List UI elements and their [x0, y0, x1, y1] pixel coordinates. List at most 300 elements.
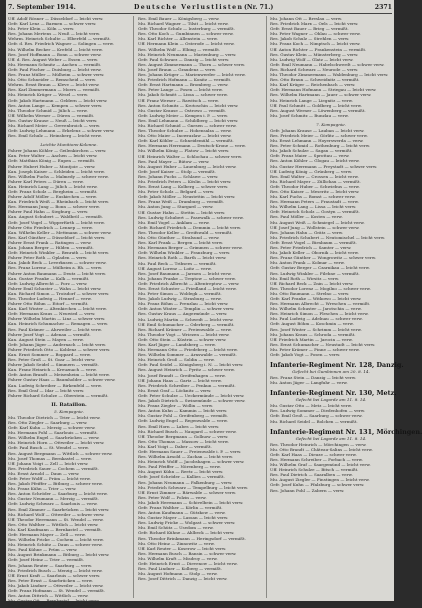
casualty-entry: Fahrer Johann Köhler — Geilenkirchen — verw.	[8, 148, 107, 154]
casualty-entry: Gefr. Matthias König — Eupen — vermißt.	[8, 158, 96, 164]
casualty-entry: Gefr. Ludwig Albrecht — Porz — verw.	[8, 280, 88, 286]
casualty-entry: Gefr. Johann Jäger — Andernach — leicht verw.	[8, 341, 107, 347]
casualty-entry: Res. Otto Braun — Schweidnitz — vermißt.	[270, 77, 360, 83]
casualty-entry: Res. Anton Kaufmann — Gützkow — verw.	[138, 510, 226, 516]
casualty-entry: Gefr. Karl Kuhn — Merzig — schwer verw.	[8, 425, 96, 431]
casualty-entry: Gefr. Emil Neumann — Habelschwerdt — schwer verw.	[270, 61, 385, 67]
casualty-entry: Mu. Franz Koch — Nimptsch — leicht verw.	[270, 41, 361, 47]
casualty-entry: Res. Emil Graf — Idar — leicht verw.	[8, 387, 85, 393]
casualty-entry: Mu. Hermann Schmitz — Aachen — vermißt.	[8, 61, 102, 67]
casualty-entry: Res. Anton Lange — Kempen — schwer verw.	[8, 102, 103, 108]
casualty-entry: Mu. Otto Schneider — Remscheid — verw.	[8, 77, 97, 83]
casualty-entry: Mu. August Kühn — Reetz — leicht verw.	[138, 469, 224, 475]
casualty-entry: Mu. Jakob Lindner — Ottweiler — leicht verw.	[8, 582, 104, 588]
casualty-entry: Kan. August Schubert — Waldbröl — vermißt.	[8, 214, 104, 220]
casualty-entry: Res. Anton Kuhn — Kammin — leicht verw.	[138, 408, 228, 414]
casualty-entry: Gefr. Ernst Vogel — Birnbaum — vermißt.	[270, 239, 357, 245]
casualty-entry: Gefr. August Böhm — Koschmin — verw.	[270, 321, 354, 327]
casualty-entry: Gefr. Jakob Möller — Neustettin — leicht verw.	[138, 194, 236, 200]
casualty-entry: Res. Johann Reuter — Saarburg — verw.	[8, 562, 93, 568]
casualty-entry: Res. Franz Günther — Wongrowitz — schwer verw.	[270, 255, 377, 261]
casualty-entry: Uff. d. Res. August Weber — Essen — verw.	[8, 56, 99, 62]
casualty-entry: Gefr. Friedrich Albrecht — Altentreptow — verw.	[138, 280, 240, 286]
casualty-entry: Mu. Gustav Herrmann — Freystadt — schwer verw.	[270, 163, 378, 169]
regiment-heading: Infanterie-Regiment Nr. 130, Metz.	[270, 389, 397, 398]
casualty-entry: Res. Gustav Krause — Neuß — leicht verw.	[8, 117, 98, 123]
casualty-entry: Mu. Franz Ziegler — Wollin — verw.	[138, 403, 214, 409]
casualty-entry: Mu. Karl Krüger — Reichenbach — verw.	[270, 82, 356, 88]
casualty-entry: Gefr. Heinrich Ernst — Dievenow — leicht verw.	[138, 561, 238, 567]
casualty-entry: Res. Ernst Schumacher — Neustadt — leicht verw.	[270, 341, 376, 347]
header-date: 7. September 1914.	[8, 4, 76, 11]
casualty-entry: Res. Emil Horn — Labes — leicht verw.	[138, 423, 220, 429]
casualty-entry: Kan. Karl Winter — Altenkirchen — leicht verw.	[8, 306, 107, 312]
casualty-entry: Res. Hermann Schreiber — Forbach — verw.	[270, 456, 363, 462]
casualty-entry: Res. Josef Dittrich — Danzig — leicht verw.	[138, 576, 228, 582]
casualty-entry: Mu. Emil Schütz — Usedom — verw.	[138, 525, 214, 531]
casualty-entry: Uff. Johann Haas — Gartz — leicht verw.	[138, 377, 222, 383]
casualty-entry: Mu. Jakob Keller — Obornik — leicht verw.	[270, 250, 359, 256]
casualty-entry: Res. Emil Schulz — Heinsberg — leicht verw.	[8, 133, 102, 139]
casualty-entry: Res. Heinrich Simon — Pleschen — leicht verw.	[270, 311, 369, 317]
casualty-entry: Fahrer Anton Baumann — Deutz — leicht verw.	[8, 270, 107, 276]
casualty-entry: Res. Emil Bauer — Königsberg — verw.	[138, 16, 220, 21]
casualty-entry: Res. Hermann Jung — Bonn — schwer verw.	[8, 204, 100, 210]
casualty-entry: Res. Theodor Ludwig — Hennef — verw.	[8, 295, 92, 301]
casualty-entry: Mu. Ludwig Martin — Schwedt — leicht verw.	[138, 316, 234, 322]
casualty-entry: Gefr. Karl Köhler — Schneidemühl — vermißt.	[138, 138, 234, 144]
casualty-entry: Gefr. Franz Maier — Sprottau — verw.	[270, 153, 350, 159]
casualty-entry: Gefr. Josef Heinz — Trier — vermißt.	[8, 557, 85, 563]
casualty-entry: Res. Josef Hoffmann — Bonn — schwer verw.	[8, 51, 102, 57]
casualty-entry: Res. Hermann Peters — Fraustadt — verw.	[270, 199, 359, 205]
casualty-entry: Res. Anton Schmitz — Krotoschin — leicht verw.	[138, 102, 239, 108]
regiment-heading: Infanterie-Regiment Nr. 128, Danzig.	[270, 361, 404, 370]
casualty-entry: Res. Josef Baumann — Jarmen — leicht verw.	[138, 270, 232, 276]
casualty-entry: Res. Otto Koch — Gumbinnen — schwer verw.	[138, 31, 234, 37]
casualty-entry: Res. Ludwig Winkler — Filehne — vermißt.	[270, 270, 360, 276]
casualty-entry: Res. Otto Thomas — Massow — leicht verw.	[138, 438, 229, 444]
casualty-entry: Mu. Karl Richter — Allenstein — verw.	[138, 36, 218, 42]
casualty-entry: Res. Karl Zimmermann — Moers — vermißt.	[8, 87, 101, 93]
subsection-heading: Gefecht bei Lagarde am 11. 8. 14.	[295, 397, 367, 403]
casualty-entry: Mu. Richard Wagner — Tilsit — leicht verw.	[138, 21, 229, 27]
casualty-entry: Kan. August Stein — Mayen — verw.	[8, 336, 84, 342]
casualty-entry: Mu. Theodor Dietrich — Trier — leicht verw.	[8, 414, 101, 420]
casualty-entry: Gefr. Theodor Huber — Schwiebus — verw.	[270, 183, 360, 189]
casualty-entry: Res. Anton Schröder — Saarburg — leicht verw.	[8, 491, 108, 497]
section-heading: II. Bataillon.	[51, 401, 87, 408]
casualty-entry: Uff. Franz Werner — Rawitsch — verw.	[138, 97, 219, 103]
casualty-entry: Mu. Otto Heinz — Zinnowitz — verw.	[138, 540, 215, 546]
casualty-entry: Mu. Gustav Krause — Ostrowo — vermißt.	[138, 107, 227, 113]
casualty-entry: Res. Otto Ziegler — Saarburg — verw.	[8, 419, 88, 425]
casualty-entry: Res. Peter Friedrich — Samter — verw.	[270, 245, 352, 251]
casualty-entry: Mu. Ernst Lehmann — Hoyerswerda — verw.	[270, 138, 364, 144]
casualty-entry: Res. Wilhelm Fuchs — Malmedy — schwer verw.	[8, 173, 109, 179]
casualty-entry: Kan. Heinrich Lang — Jülich — leicht verw.	[8, 183, 98, 189]
casualty-entry: Mu. Anton Jäger — Langfuhr — verw.	[270, 380, 348, 386]
casualty-entry: Mu. Josef Thomas — Bernkastel — verw.	[8, 455, 92, 461]
casualty-entry: Kan. Franz Heinrich — Kreuznach — verw.	[8, 367, 97, 373]
casualty-entry: Mu. Richard Schmid — Gnesen — schwer verw.	[138, 122, 237, 128]
casualty-entry: Mu. Ernst Graf — Löcknitz — verw.	[138, 387, 212, 393]
casualty-entry: Res. Theodor Schulze — Hohensalza — verw.	[138, 128, 232, 134]
casualty-entry: Res. Franz Lorenz — Mülheim a. Rh. — verw.	[8, 265, 103, 271]
subsection-heading: 5. Kompagnie.	[54, 408, 84, 414]
casualty-entry: Mu. August Brinkmann — Bitburg — leicht verw.	[8, 552, 110, 558]
casualty-entry: Fahrer Gustav Haas — Baumholder — schwer verw.	[8, 377, 116, 383]
casualty-entry: Res. August Bergmann — Wittlich — schwer verw.	[8, 450, 113, 456]
casualty-entry: Res. Gustav Kraus — Angermünde — verw.	[138, 311, 228, 317]
casualty-entry: Res. Friedrich Sauer — Cochem — vermißt.	[8, 465, 99, 471]
casualty-entry: Uff. Ernst Zimmer — Bärwalde — schwer verw.	[138, 489, 237, 495]
casualty-entry: Mu. Otto Brandt — Château-Salins — leicht verw.	[270, 446, 373, 452]
casualty-entry: Res. Emil Walter — Crossen — leicht verw.	[270, 173, 359, 179]
casualty-entry: Uff. Anton Richter — Frankenstein — vermißt.	[270, 46, 367, 52]
casualty-entry: Gefr. Karl Lenz — Barmen — schwer verw.	[8, 21, 97, 27]
document-page	[6, 0, 422, 608]
casualty-entry: Gefr. Paul Busch — St. Wendel — verw.	[8, 445, 89, 451]
casualty-entry: Gefr. Anton Winter — Templin — schwer verw.	[138, 306, 235, 312]
casualty-entry: Res. Theodor Brinkmann — Heringsdorf — vermißt.	[138, 535, 246, 541]
casualty-entry: Fahrer Otto Böhm — Eitorf — vermißt.	[8, 301, 89, 307]
casualty-entry: Mu. Josef Brandt — Greifenhagen — verw.	[138, 372, 226, 378]
casualty-entry: Kan. Ludwig Schreiber — Birkenfeld — verw.	[8, 382, 102, 388]
casualty-entry: Gefr. Wilhelm Winkler — Franzburg — verw.	[138, 250, 231, 256]
casualty-entry: Mu. Ludwig Wolf — Glatz — leicht verw.	[270, 56, 354, 62]
casualty-entry: Res. Paul Möller — Kosten — verw.	[270, 214, 343, 220]
casualty-entry: Gefr. Ernst Bauer — Brieg — vermißt.	[270, 26, 349, 32]
casualty-entry: Mu. Heinrich Groß — Soldin — verw.	[138, 357, 215, 363]
casualty-entry: Uff. Theodor Herrmann — St. Wendel — verw.	[8, 516, 104, 522]
casualty-entry: Mu. Johann Ott — Breslau — verw.	[270, 16, 343, 21]
column-3	[270, 16, 422, 598]
subsection-heading: 7. Kompagnie.	[316, 121, 346, 127]
casualty-entry: Gefr. Jakob Hartmann — Geldern — leicht verw.	[8, 97, 108, 103]
casualty-entry: Res. Wilhelm Sommer — Arnswalde — vermißt.	[138, 352, 237, 358]
casualty-entry: Res. Richard Krämer — Freienwalde — verw.	[138, 326, 232, 332]
casualty-entry: Res. Johann Fuchs — Schlawe — verw.	[138, 173, 219, 179]
casualty-entry: Uff. Josef Jung — Wollstein — schwer verw.	[270, 224, 360, 230]
casualty-entry: Gefr. Heinrich Scholz — Gostyn — vermißt.	[270, 209, 360, 215]
casualty-entry: Mu. Hermann Otto — Friedeberg — leicht verw.	[138, 347, 238, 353]
regiment-heading: Infanterie-Regiment Nr. 131, Mörchingen.	[270, 427, 422, 436]
casualty-entry: Mu. Gustav Otto — Metz — leicht verw.	[270, 403, 352, 409]
casualty-entry: Res. Johann Neumann — Falkenburg — verw.	[138, 479, 233, 485]
casualty-entry: Mu. Franz Böhm — Prenzlau — leicht verw.	[138, 301, 229, 307]
casualty-entry: Kan. Heinrich Schumacher — Remagen — verw.	[8, 321, 109, 327]
casualty-entry: Gefr. Otto Stein — Küstrin — schwer verw.	[138, 336, 227, 342]
casualty-entry: Mu. Franz Kühn — Trier — verw.	[8, 486, 77, 492]
casualty-entry: Mu. Paul Ludwig — Adelnau — schwer verw.	[270, 316, 363, 322]
casualty-entry: Mu. Johann Kraus — Schroda — vermißt.	[270, 331, 356, 337]
casualty-entry: Res. Wilhelm Arnold — Zachan — leicht verw.	[138, 454, 234, 460]
casualty-entry: Res. Hermann Albrecht — Wreschen — vermißt.	[270, 301, 371, 307]
casualty-entry: Mu. Otto Baumann — Strelno — verw.	[270, 290, 350, 296]
casualty-entry: Mu. Jakob Schmitt — Lissa — schwer verw.	[138, 92, 228, 98]
casualty-entry: Mu. Gustav Mayer — Lassan — leicht verw.	[138, 515, 229, 521]
casualty-entry: Mu. Otto Maier — Inowrazlaw — leicht verw.	[138, 133, 232, 139]
casualty-entry: Gefr. Ludwig Lehmann — Erkelenz — schwer verw.	[8, 128, 115, 134]
casualty-entry: Mu. Friedrich Hofmann — Konitz — vermißt.	[138, 77, 232, 83]
casualty-entry: Uff. Gustav Hahn — Stettin — leicht verw.	[138, 209, 226, 215]
casualty-entry: Res. Peter Groß — St. Goar — leicht verw.	[8, 357, 96, 363]
column-1	[8, 16, 130, 608]
casualty-entry: Mu. Friedrich Peters — Köslin — leicht verw.	[138, 179, 232, 184]
casualty-entry: Mu. Richard Mayer — Züllichau — vermißt.	[270, 178, 361, 184]
casualty-entry: Gefr. Peter Schulze — Ueckermünde — leicht verw.	[138, 392, 245, 398]
casualty-entry: Gefr. Ernst Hartmann — Bromberg — verw.	[138, 82, 229, 88]
casualty-entry: Res. Ernst Schuster — Friedland — leicht verw.	[138, 285, 237, 291]
header-issue: (Nr. 71.)	[244, 4, 274, 11]
casualty-entry: Res. Johann Mertens — Neuß — leicht verw.	[8, 31, 101, 37]
casualty-entry: Mu. Emil Roth — Wirsitz — verw.	[270, 275, 340, 281]
casualty-entry: Mu. Gustav Pohl — Greifenberg — vermißt.	[138, 413, 229, 419]
casualty-entry: Uff. Theodor Bergmann — Gollnow — verw.	[138, 433, 229, 439]
casualty-entry: Uff. Heinrich Walter — Schlochau — schwer verw.	[138, 153, 243, 159]
casualty-entry: Res. Heinrich Roth — Barth — leicht verw.	[138, 255, 227, 261]
casualty-entry: Res. Karl Günther — Düsseldorf — leicht verw.	[8, 234, 106, 240]
casualty-entry: Gefr. Franz Walther — Körlin — vermißt.	[138, 505, 223, 510]
casualty-entry: Res. August Zimmermann — Thorn — schwer verw.	[138, 61, 246, 67]
casualty-entry: Res. Ludwig Schubert — Pasewalk — schwer verw.	[138, 214, 244, 220]
casualty-entry: Res. Friedrich Marx — Oels — leicht verw.	[270, 21, 359, 27]
casualty-entry: Fahrer Ernst Frank — Ratingen — verw.	[8, 239, 92, 245]
column-2	[138, 16, 262, 598]
casualty-entry: Res. Anton Köhler — Glogau — leicht verw.	[270, 158, 360, 164]
casualty-entry: Uff. Richard Beck — Znin — leicht verw.	[270, 280, 354, 286]
casualty-entry: Gefr. Jakob Vogt — Posen — verw.	[270, 352, 341, 357]
casualty-entry: Mu. Heinrich Krüger — Wesel — verw.	[8, 92, 89, 98]
casualty-entry: Mu. Richard Seidel — Bolchen — vermißt.	[270, 418, 358, 424]
casualty-entry: Res. Theodor Heinrich — Mörchingen — verw.	[270, 441, 367, 447]
casualty-entry: Mu. Hermann Berger — Grimmen — schwer verw.	[138, 245, 243, 251]
casualty-entry: Mu. August Ziegler — Finstingen — leicht verw.	[270, 477, 370, 483]
casualty-entry: Mu. Heinrich Lange — Liegnitz — verw.	[270, 97, 353, 103]
casualty-entry: Gefr. Franz Scholz — Bergheim — vermißt.	[8, 189, 98, 194]
casualty-entry: Res. Johann Hahn — Grätz — verw.	[270, 229, 344, 235]
casualty-entry: Res. Jakob Pfeiffer — Bitburg — schwer verw.	[8, 481, 103, 487]
casualty-entry: Mu. Peter Simon — Woldegk — vermißt.	[138, 291, 222, 297]
casualty-entry: Res. Ernst Lang — Kolberg — schwer verw.	[138, 184, 229, 190]
casualty-entry: Fahrer Peter Roth — Opladen — verw.	[8, 255, 88, 261]
casualty-entry: Mu. Theodor Zimmermann — Waldenburg — leicht verw.	[270, 72, 389, 78]
casualty-entry: Mu. Heinrich Horn — Ottweiler — leicht verw.	[8, 440, 105, 446]
casualty-entry: Res. Otto Kaiser — Meseritz — leicht verw.	[270, 189, 360, 194]
casualty-entry: Gefr. Heinrich Winkler — Benrath — leicht verw.	[8, 250, 110, 256]
casualty-entry: Gefr. Johann Krause — Lauban — leicht verw.	[270, 127, 365, 133]
casualty-entry: Gefr. Josef Kaiser — Stolp — vermißt.	[138, 168, 216, 174]
casualty-entry: Res. Jakob Schulz — Strehlen — verw.	[270, 36, 350, 42]
casualty-entry: Fahrer Karl Peters — Düren — verw.	[8, 178, 84, 184]
casualty-entry: Res. Ludwig Fricke — Wolgast — schwer verw.	[138, 520, 236, 526]
casualty-entry: Res. Karl Jäger — Landsberg — verw.	[138, 342, 216, 347]
casualty-entry: Res. Franz Müller — Mülheim — schwer verw.	[8, 72, 105, 78]
casualty-entry: Gefr. d. Res. Friedrich Wagner — Solingen — verw.	[8, 41, 114, 47]
casualty-entry: Gefr. Hermann Kraus — Neuwied — verw.	[8, 311, 96, 317]
casualty-entry: Kan. Peter Walter — Aachen — leicht verw.	[8, 153, 98, 159]
casualty-entry: Res. Anton Dittrich — Wittlich — verw.	[8, 593, 89, 599]
casualty-entry: Fahrer Wilhelm Martin — Linz — schwer verw.	[8, 316, 106, 322]
casualty-entry: Fahrer Emil Schuster — Wahn — leicht verw.	[8, 285, 102, 291]
casualty-entry: Res. Ludwig Sommer — Diedenhofen — verw.	[270, 408, 366, 414]
casualty-entry: Gefr. Hermann Mayer — Zell — verw.	[8, 532, 86, 537]
casualty-entry: Kan. Gustav Franke — Kalk — vermißt.	[8, 275, 90, 281]
casualty-entry: Mu. Theodor Schmid — Jülich — verw.	[8, 107, 88, 113]
casualty-entry: Kan. Richard Simon — Troisdorf — schwer verw.	[8, 290, 110, 296]
casualty-entry: Gefr. Paul Seidel — Königsberg i. N. — leicht verw.	[138, 362, 244, 368]
casualty-entry: Res. Jakob Ludwig — Strasburg — verw.	[138, 296, 222, 302]
casualty-entry: Kan. Wilhelm Keller — Mettmann — schwer verw.	[8, 229, 112, 235]
casualty-entry: Mu. Richard Wolf — Ottweiler — schwer verw.	[8, 511, 105, 517]
casualty-entry: Res. Peter Lange — Posen — leicht verw.	[138, 87, 223, 93]
casualty-entry: Fahrer Josef Vogt — Adenau — vermißt.	[8, 331, 91, 337]
casualty-entry: Mu. Ernst Arnold — Daun — verw.	[8, 470, 80, 476]
casualty-entry: Res. Peter Schmid — Rothenburg — leicht verw.	[270, 143, 371, 149]
casualty-entry: Wehrm. Heinrich Schulte — Elberfeld — vermißt.	[8, 36, 111, 42]
casualty-entry: Res. Friedrich Meier — Görlitz — schwer verw.	[270, 132, 368, 138]
casualty-entry: Mu. Peter Klein — Köln — verw.	[8, 26, 75, 32]
casualty-entry: Mu. Otto Günther — Stralsund — verw.	[138, 235, 220, 241]
casualty-entry: Mu. Wilhelm Graf — Saargemünd — leicht verw.	[270, 462, 371, 468]
casualty-entry: Gefr. Josef Kuhn — Pfalzburg — schwer verw.	[270, 482, 365, 488]
casualty-entry: Mu. Jakob Herrmann — Schivelbein — leicht verw.	[138, 499, 244, 505]
casualty-entry: Mu. Wilhelm Kraft — Misdroy — verw.	[138, 555, 218, 561]
casualty-entry: Mu. Heinrich Wolff — Jacobshagen — schwer verw.	[138, 459, 245, 465]
casualty-entry: Mu. Karl Kaufmann — Bernkastel — vermißt.	[8, 526, 103, 532]
casualty-entry: Uff. Emil Schumacher — Oderberg — vermißt.	[138, 321, 235, 327]
casualty-entry: Res. Wilhelm Hartmann — Jauer — schwer verw.	[270, 92, 372, 98]
casualty-entry: Res. Hermann Herrmann — Deutsch-Krone — verw.	[138, 143, 246, 149]
casualty-entry: Mu. August Huber — Lauenburg — leicht verw.	[138, 163, 237, 169]
casualty-entry: Mu. Josef Schmitz — Bunzlau — verw.	[270, 112, 349, 118]
casualty-entry: Mu. Johann Franke — Treptow — schwer verw.	[138, 275, 236, 281]
casualty-entry: Res. Paul Dietrich — Saaralben — verw.	[270, 472, 353, 478]
casualty-entry: Gefr. Richard Kühne — Ahlbeck — leicht verw.	[138, 530, 235, 536]
casualty-entry: Mu. Karl Fuchs — Bomst — schwer verw.	[270, 194, 356, 200]
casualty-entry: Mu. Friedrich Busch — Merzig — leicht verw.	[8, 567, 103, 573]
casualty-entry: Mu. Jakob Schulze — Sagan — vermißt.	[270, 148, 353, 154]
casualty-entry: Res. Franz Weiß — Dramburg — vermißt.	[138, 199, 225, 205]
casualty-entry: Uff. Johann Voigt — Zell — leicht verw.	[8, 460, 89, 466]
casualty-entry: Res. August Heinrich — Pyritz — schwer verw.	[138, 367, 235, 373]
casualty-entry: Kan. Ernst Sommer — Boppard — verw.	[8, 352, 91, 357]
casualty-entry: Gefr. Paul Fischer — Duisburg — leicht verw.	[8, 66, 102, 72]
casualty-entry: Mu. Heinrich Neumann — Marienburg — verw.	[138, 51, 237, 57]
casualty-entry: Gefr. Hermann Sauer — Freienwalde i. P. — verw.	[138, 448, 242, 454]
casualty-entry: Mu. Friedrich Schubert — Neutomischel — leicht verw.	[270, 234, 386, 240]
casualty-entry: Res. Wilhelm Fricke — Cochem — leicht verw.	[8, 537, 104, 543]
casualty-entry: Mu. Peter Krämer — Pinne — schwer verw.	[270, 346, 360, 352]
casualty-entry: Res. Theodor Keller — Greifswald — vermißt.	[138, 229, 233, 235]
casualty-entry: Mu. Wilhelm Schuster — Jarotschin — verw.	[270, 306, 362, 312]
casualty-entry: Mu. Heinrich Schütz — Daun — schwer verw.	[8, 542, 103, 548]
casualty-entry: Uff. Hermann Klein — Osterode — leicht verw.	[138, 41, 235, 47]
casualty-entry: Res. Otto Walther — Wittlich — leicht verw.	[8, 521, 99, 527]
casualty-entry: Mu. Wilhelm Becker — Krefeld — leicht verw.	[8, 46, 103, 52]
casualty-entry: Res. Paul Lindner — Kolberg — vermißt.	[138, 566, 223, 572]
casualty-entry: Res. Josef Winter — Schrimm — leicht verw.	[270, 326, 362, 332]
casualty-entry: Uff. Karl Reuter — Koserow — leicht verw.	[138, 545, 227, 551]
casualty-entry: Mu. Peter Scholz — Belgard — verw.	[138, 189, 215, 195]
casualty-entry: Mu. Hermann Pohl — Saarlouis — vermißt.	[8, 430, 98, 436]
casualty-entry: Res. Paul Krämer — Ahrweiler — leicht verw.	[8, 326, 102, 332]
casualty-entry: Res. Emil Lehmann — Schildberg — leicht verw.	[138, 117, 239, 123]
casualty-entry: Mu. Anton Jung — Stargard — verw.	[138, 204, 214, 210]
casualty-entry: Gefr. Karl Franke — Witkowo — leicht verw.	[270, 295, 362, 301]
casualty-entry: Mu. Gustav Ott — Bernkastel — leicht verw.	[8, 598, 100, 604]
casualty-entry: Res. Peter Wolf — Polzin — verw.	[138, 494, 207, 500]
casualty-entry: Res. Karl Frank — Bergen — leicht verw.	[138, 240, 224, 246]
casualty-entry: Res. Franz Stein — Danzig — leicht verw.	[270, 375, 357, 381]
subsection-heading: Gefecht bei Gumbinnen am 20. 8. 14.	[292, 369, 370, 375]
casualty-entry: Mu. Wilhelm Lang — Lissa — leicht verw.	[270, 204, 357, 210]
casualty-entry: Mu. August Weiß — Schmiegel — leicht verw.	[270, 219, 365, 225]
casualty-entry: Fahrer Jakob Seidel — Simmern — vermißt.	[8, 362, 99, 368]
casualty-entry: Kan. Jakob Beck — Leverkusen — schwer verw.	[8, 260, 107, 266]
casualty-entry: Mu. Friedrich Schwarz — Tempelburg — leicht verw.	[138, 484, 249, 490]
casualty-entry: Res. Theodor Lorenz — Mogilno — schwer verw.	[270, 285, 371, 291]
casualty-entry: Res. Johann Pohl — Zabern — verw.	[270, 487, 345, 493]
casualty-entry: Gefr. Josef Schröder — Kallies — vermißt.	[138, 474, 225, 480]
casualty-entry: Uff. Heinrich Schulze — Bitsch — vermißt.	[270, 467, 359, 473]
casualty-entry: Gefr. Paul Schwarz — Danzig — leicht verw.	[138, 56, 230, 62]
casualty-entry: Mu. Paul Beck — Tribsees — vermißt.	[138, 260, 217, 266]
casualty-entry: Res. Richard Schwarz — Neurode — verw.	[270, 66, 359, 72]
casualty-entry: Res. Ludwig Marx — Zell — schwer verw.	[8, 603, 95, 608]
casualty-entry: Res. Hermann Busch — Bansin — schwer verw.	[138, 550, 237, 556]
casualty-entry: Mu. Richard Busch — Naugard — schwer verw.	[138, 428, 237, 434]
header-page-number: 2371	[374, 4, 392, 11]
casualty-entry: Gefr. Josef Vogel — Wipperfürth — leicht verw.	[8, 219, 105, 225]
header-rule	[8, 13, 392, 14]
casualty-entry: Res. Paul Pfeiffer — Nörenberg — verw.	[138, 464, 221, 470]
casualty-entry: Gefr. Theodor Schulz — Insterburg — vermißt.	[138, 26, 235, 32]
casualty-entry: Uff. August Lorenz — Loitz — verw.	[138, 265, 212, 271]
page-header	[6, 3, 394, 12]
casualty-entry: Mu. Theodor Vogt — Wriezen — leicht verw.	[138, 331, 230, 337]
casualty-entry: Gefr. Anton Brandt — Meisenheim — leicht verw.	[8, 372, 110, 378]
casualty-entry: Res. Wilhelm Wolf — Elbing — vermißt.	[138, 46, 221, 52]
casualty-entry: Uff. Friedrich Martin — Jarocin — verw.	[270, 336, 353, 342]
casualty-entry: Kan. Friedrich Weiß — Rheinbach — leicht verw.	[8, 199, 110, 205]
casualty-entry: Res. Friedrich Schreiber — Penkun — vermißt.	[138, 382, 236, 388]
casualty-entry: Gefr. Hermann Hofmann — Striegau — leicht verw.	[270, 87, 377, 93]
casualty-entry: Res. Peter Ernst — Saarbrücken — verw.	[8, 577, 93, 583]
casualty-entry: Fahrer Paul Hahn — Siegburg — verw.	[8, 209, 89, 215]
casualty-entry: Fahrer Hubert Huber — Montjoie — verw.	[8, 163, 96, 169]
casualty-entry: Gefr. Ludwig Schwarz — Saarlouis — verw.	[8, 501, 98, 507]
casualty-entry: Uff. Ernst Kraft — Saarlouis — schwer verw.	[8, 572, 101, 578]
casualty-entry: Gefr. Ludwig Engel — Regenwalde — verw.	[138, 418, 228, 424]
casualty-entry: Fahrer Otto Friedrich — Lennep — verw.	[8, 224, 93, 230]
casualty-entry: Gefr. Ludwig Meier — Kempen i. P. — verw.	[138, 112, 229, 118]
casualty-entry: Fahrer Adolf Möller — Euskirchen — verw.	[8, 194, 97, 200]
casualty-entry: Mu. Anton Frank — Kolmar — verw.	[270, 260, 345, 266]
casualty-entry: Res. Johann Krüger — Marienwerder — leicht verw.	[138, 72, 246, 78]
casualty-entry: Gefr. Karl Haas — Dieuze — schwer verw.	[270, 451, 357, 457]
casualty-entry: Res. Paul Kühne — Prüm — verw.	[8, 547, 78, 553]
subsection-heading: Leichte Munitions-Kolonne.	[40, 142, 98, 148]
casualty-entry: Mu. Peter Wagner — Ohlau — schwer verw.	[270, 31, 361, 37]
casualty-entry: Mu. Josef Braun — Graudenz — verw.	[138, 66, 217, 72]
column-divider	[266, 16, 267, 598]
casualty-entry: Wehrm. Ernst Braun — Kleve — leicht verw.	[8, 82, 100, 88]
casualty-entry: Mu. Wilhelm König — Flatow — leicht verw.	[138, 148, 230, 154]
casualty-entry: Res. Gustav Klein — Münsterberg — verw.	[270, 51, 359, 57]
casualty-entry: Gefr. Emil Groß — Saarburg — schwer verw.	[270, 413, 363, 419]
